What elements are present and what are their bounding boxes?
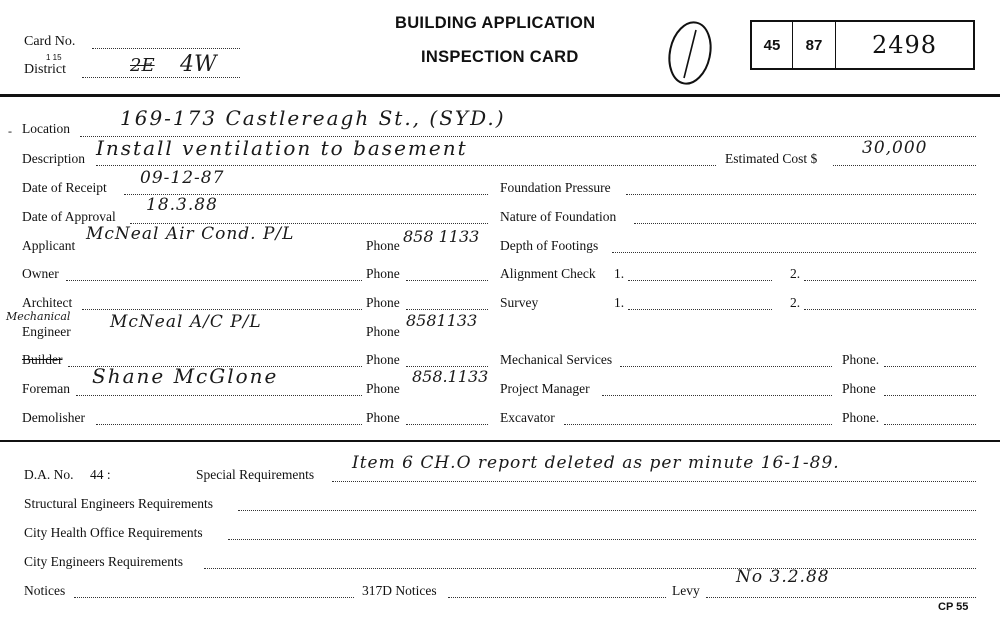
engineer-prefix: Mechanical [6, 310, 71, 323]
applicant-label: Applicant [22, 238, 76, 253]
foundation-pressure-line [626, 194, 976, 195]
special-requirements-value: Item 6 CH.O report deleted as per minute 16-1-89. [352, 453, 840, 473]
alignment-1-line [628, 280, 772, 281]
project-manager-line [602, 395, 832, 396]
notices-317d-label: 317D Notices [362, 583, 437, 598]
foundation-pressure-label: Foundation Pressure [500, 180, 611, 195]
title-line-2: INSPECTION CARD [421, 48, 579, 66]
levy-value: No 3.2.88 [736, 567, 830, 587]
title-line-1: BUILDING APPLICATION [395, 14, 596, 32]
foreman-value: Shane McGlone [92, 364, 279, 388]
mechanical-services-line [620, 366, 832, 367]
margin-tick: - [8, 124, 12, 138]
da-no-label: D.A. No. [24, 467, 74, 482]
foreman-phone-label: Phone [366, 381, 400, 396]
architect-line [82, 309, 362, 310]
demolisher-line [96, 424, 362, 425]
owner-phone-label: Phone [366, 266, 400, 281]
survey-1-label: 1. [614, 295, 625, 310]
estimated-cost-line [833, 165, 976, 166]
levy-line [706, 597, 976, 598]
architect-phone-line [406, 309, 488, 310]
box-a: 45 [752, 22, 793, 68]
district-value: 4W [180, 52, 217, 77]
form-code: CP 55 [938, 601, 969, 613]
description-value: Install ventilation to basement [96, 136, 468, 160]
structural-requirements-line [238, 510, 976, 511]
applicant-phone-label: Phone [366, 238, 400, 253]
special-requirements-line [332, 481, 976, 482]
special-requirements-label: Special Requirements [196, 467, 315, 482]
project-manager-label: Project Manager [500, 381, 590, 396]
applicant-phone-value: 858 1133 [403, 227, 480, 246]
foreman-label: Foreman [22, 381, 70, 396]
project-manager-phone-label: Phone [842, 381, 876, 396]
depth-of-footings-line [612, 252, 976, 253]
survey-label: Survey [500, 295, 539, 310]
mechanical-services-phone-line [884, 366, 976, 367]
city-health-requirements-line [228, 539, 976, 540]
survey-1-line [628, 309, 772, 310]
city-engineers-requirements-line [204, 568, 976, 569]
mechanical-services-label: Mechanical Services [500, 352, 613, 367]
applicant-value: McNeal Air Cond. P/L [86, 224, 295, 244]
engineer-value: McNeal A/C P/L [110, 312, 262, 332]
box-b: 87 [793, 22, 836, 68]
architect-label: Architect [22, 295, 73, 310]
alignment-1-label: 1. [614, 266, 625, 281]
card-number-boxes [750, 20, 975, 70]
city-engineers-requirements-label: City Engineers Requirements [24, 554, 183, 569]
levy-label: Levy [672, 583, 700, 598]
project-manager-phone-line [884, 395, 976, 396]
nature-of-foundation-line [634, 223, 976, 224]
card-number: 2498 [871, 31, 938, 59]
builder-phone-label: Phone [366, 352, 400, 367]
excavator-label: Excavator [500, 410, 555, 425]
foreman-line [76, 395, 362, 396]
depth-of-footings-label: Depth of Footings [500, 238, 599, 253]
card-no-line [92, 48, 240, 49]
demolisher-phone-line [406, 424, 488, 425]
description-line [96, 165, 716, 166]
da-no-value: 44 : [90, 467, 111, 482]
date-of-receipt-label: Date of Receipt [22, 180, 107, 195]
notices-label: Notices [24, 583, 66, 598]
district-struck-value: 2E [130, 55, 155, 76]
survey-2-label: 2. [790, 295, 801, 310]
district-line [82, 77, 240, 78]
builder-label: Builder [22, 352, 63, 367]
survey-2-line [804, 309, 976, 310]
engineer-label: Engineer [22, 324, 71, 339]
lower-divider [0, 440, 1000, 442]
header-divider [0, 94, 1000, 97]
district-superscript: 1 15 [46, 53, 62, 62]
description-label: Description [22, 151, 85, 166]
alignment-2-label: 2. [790, 266, 801, 281]
excavator-phone-label: Phone. [842, 410, 880, 425]
notices-line [74, 597, 354, 598]
location-label: Location [22, 121, 70, 136]
structural-requirements-label: Structural Engineers Requirements [24, 496, 213, 511]
notices-317d-line [448, 597, 666, 598]
engineer-phone-label: Phone [366, 324, 400, 339]
owner-line [66, 280, 362, 281]
demolisher-phone-label: Phone [366, 410, 400, 425]
engineer-phone-value: 8581133 [406, 311, 478, 330]
mechanical-services-phone-label: Phone. [842, 352, 880, 367]
nature-of-foundation-label: Nature of Foundation [500, 209, 617, 224]
owner-label: Owner [22, 266, 59, 281]
estimated-cost-value: 30,000 [862, 138, 928, 158]
excavator-phone-line [884, 424, 976, 425]
foreman-phone-value: 858.1133 [412, 367, 489, 386]
district-label: District [24, 62, 66, 77]
excavator-line [564, 424, 832, 425]
location-value: 169-173 Castlereagh St., (SYD.) [120, 106, 506, 130]
demolisher-label: Demolisher [22, 410, 85, 425]
architect-phone-label: Phone [366, 295, 400, 310]
date-of-approval-label: Date of Approval [22, 209, 116, 224]
city-health-requirements-label: City Health Office Requirements [24, 525, 203, 540]
date-of-approval-value: 18.3.88 [146, 195, 218, 215]
alignment-check-label: Alignment Check [500, 266, 596, 281]
card-no-label: Card No. [24, 34, 76, 49]
date-of-receipt-value: 09-12-87 [140, 168, 225, 188]
owner-phone-line [406, 280, 488, 281]
estimated-cost-label: Estimated Cost $ [725, 151, 818, 166]
circle-mark-icon [660, 16, 720, 90]
alignment-2-line [804, 280, 976, 281]
